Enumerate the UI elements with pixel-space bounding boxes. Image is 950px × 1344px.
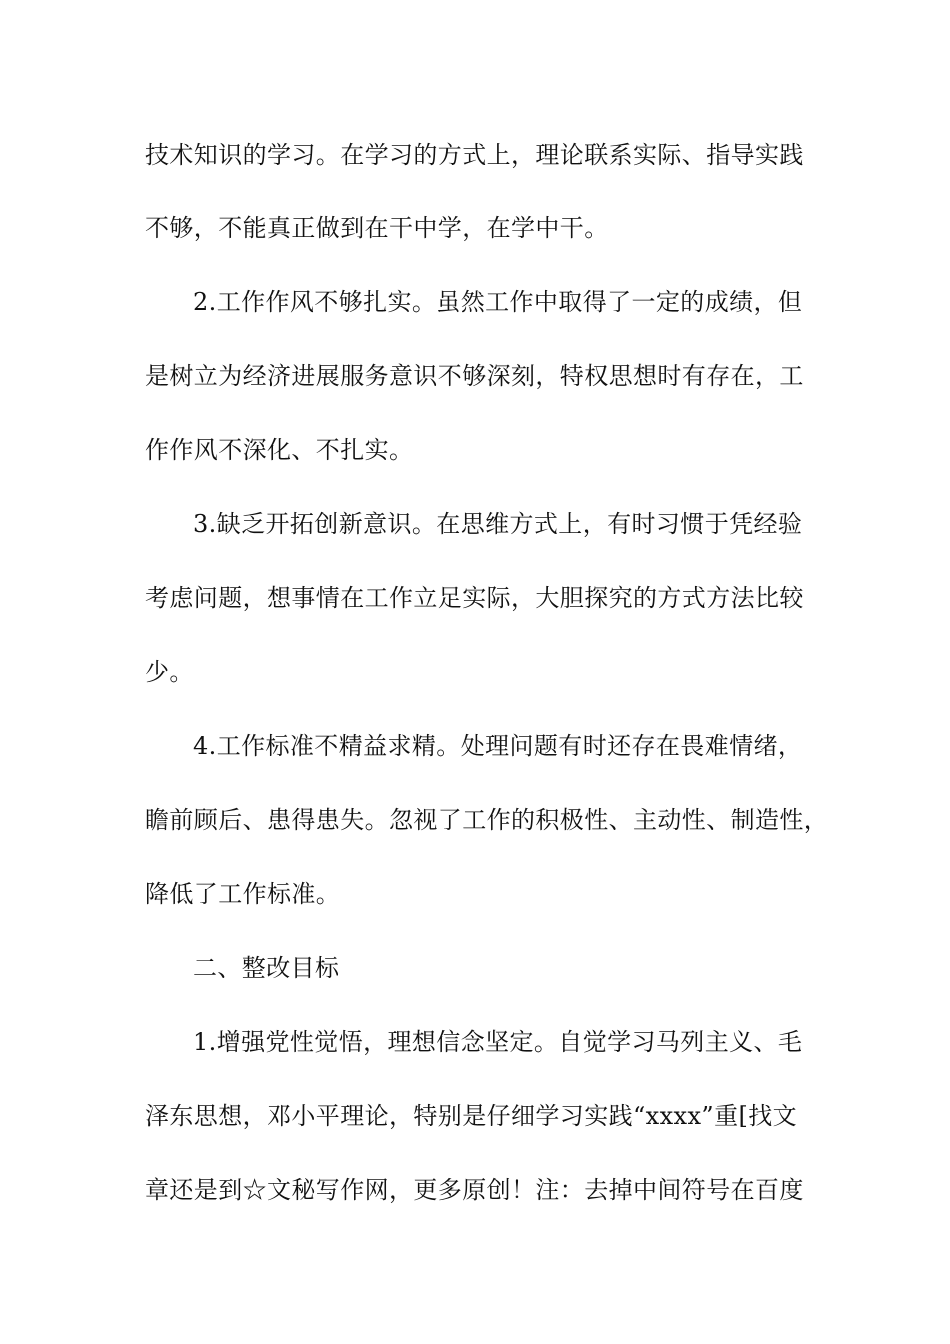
- paragraph-line-7: 考虑问题，想事情在工作立足实际，大胆探究的方式方法比较: [145, 584, 804, 612]
- paragraph-line-11: 降低了工作标准。: [145, 880, 341, 908]
- paragraph-line-6: 3.缺乏开拓创新意识。在思维方式上，有时习惯于凭经验: [193, 510, 803, 538]
- paragraph-line-8: 少。: [145, 658, 194, 686]
- paragraph-line-1: 技术知识的学习。在学习的方式上，理论联系实际、指导实践: [145, 141, 804, 169]
- section-heading: 二、整改目标: [193, 954, 340, 982]
- paragraph-line-4: 是树立为经济进展服务意识不够深刻，特权思想时有存在，工: [145, 362, 804, 390]
- paragraph-line-13: 1.增强党性觉悟，理想信念坚定。自觉学习马列主义、毛: [193, 1028, 803, 1056]
- paragraph-line-5: 作作风不深化、不扎实。: [145, 436, 414, 464]
- paragraph-line-2: 不够，不能真正做到在干中学，在学中干。: [145, 214, 609, 242]
- paragraph-line-10: 瞻前顾后、患得患失。忽视了工作的积极性、主动性、制造性，: [145, 806, 829, 834]
- paragraph-line-15: 章还是到☆文秘写作网，更多原创！注：去掉中间符号在百度: [145, 1176, 804, 1204]
- paragraph-line-3: 2.工作作风不够扎实。虽然工作中取得了一定的成绩，但: [193, 288, 803, 316]
- paragraph-line-9: 4.工作标准不精益求精。处理问题有时还存在畏难情绪，: [193, 732, 803, 760]
- paragraph-line-14: 泽东思想，邓小平理论，特别是仔细学习实践“xxxx”重[找文: [145, 1102, 798, 1130]
